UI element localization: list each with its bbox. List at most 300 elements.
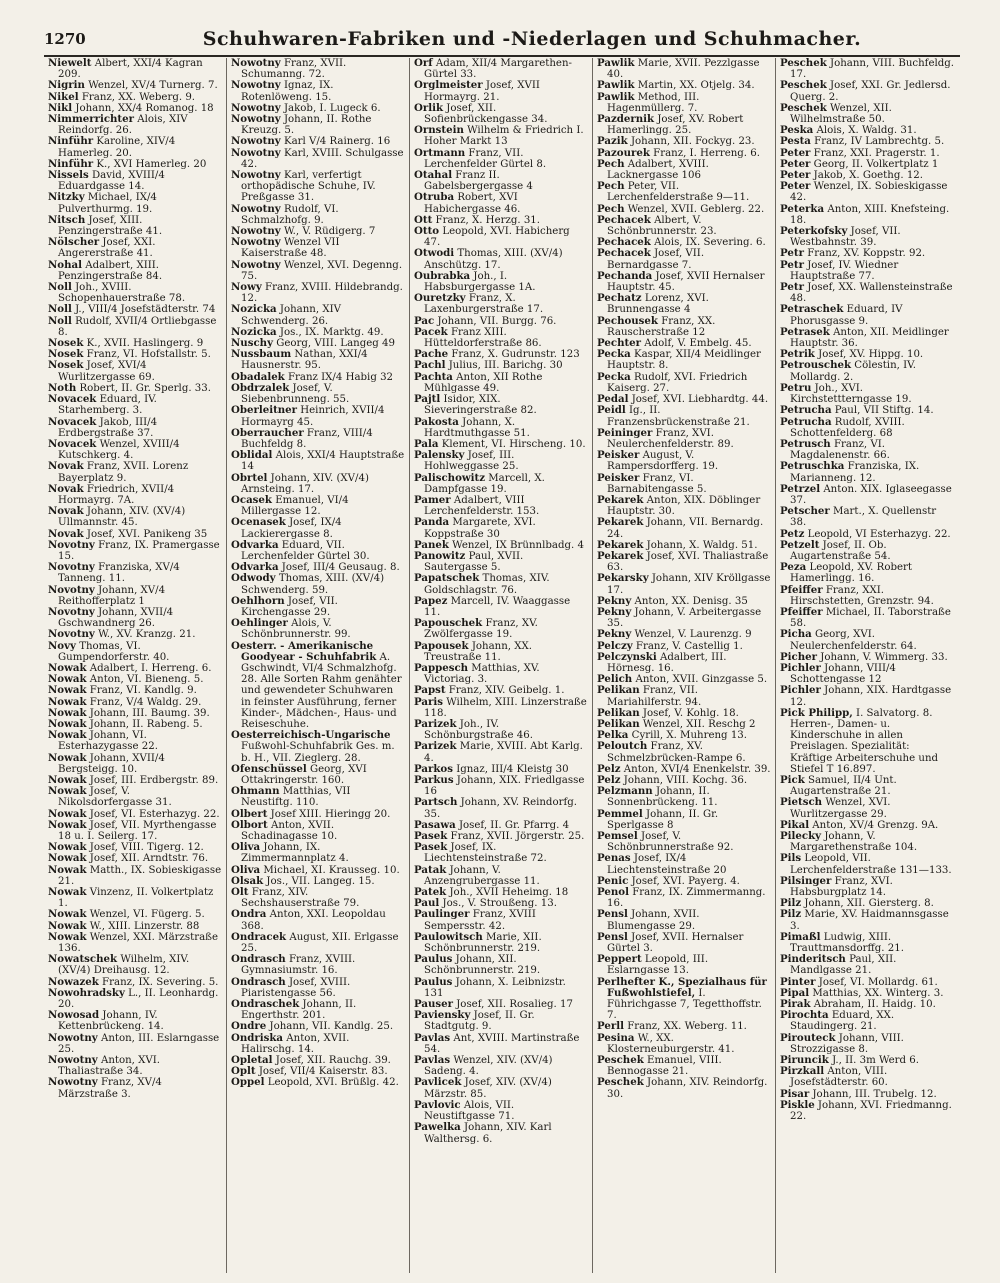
entry-name: Pelzmann xyxy=(597,785,653,798)
entry-details: Josef, IV. Wiedner Hauptstraße 77. xyxy=(790,259,899,282)
entry-details: Marie, XV. Haidmannsgasse 3. xyxy=(790,909,949,932)
directory-entry xyxy=(780,932,955,954)
entry-details: Anton, VIII. Josefstädterstr. 60. xyxy=(790,1066,888,1089)
entry-details: Jos., V. Stroußeng. 13. xyxy=(439,898,557,910)
entry-details: Johann, XIX. Friedlgasse 16 xyxy=(424,775,585,798)
entry-name: Noll xyxy=(48,281,72,294)
entry-details: Matth., IX. Sobieskigasse 21. xyxy=(58,864,222,887)
entry-details: Leopold, VI Esterhazyg. 22. xyxy=(804,528,951,540)
entry-details: Franz, XVIII. Hildebrandg. 12. xyxy=(241,282,403,305)
directory-entry xyxy=(597,607,771,629)
entry-name: Parkos xyxy=(414,762,453,775)
entry-name: Pachl xyxy=(414,359,446,372)
entry-details: Josef, XVIII. Piaristengasse 56. xyxy=(241,976,351,999)
directory-entry xyxy=(231,1055,405,1066)
directory-entry xyxy=(414,293,588,315)
directory-entry xyxy=(780,181,955,203)
entry-name: Pekny xyxy=(597,594,632,607)
directory-entry xyxy=(597,685,771,707)
directory-entry xyxy=(780,383,955,405)
entry-details: Johann, X. Hardtmuthgasse 51. xyxy=(424,416,530,439)
directory-entry xyxy=(414,865,588,887)
directory-entry xyxy=(48,607,222,629)
directory-entry xyxy=(414,618,588,640)
directory-entry xyxy=(780,327,955,349)
entry-details: Johann, XV/4 Reithofferplatz 1 xyxy=(58,584,166,607)
entry-name: Ocasek xyxy=(231,493,272,506)
directory-entry xyxy=(780,417,955,439)
directory-entry xyxy=(48,484,222,506)
directory-entry xyxy=(597,1055,771,1077)
directory-entry xyxy=(597,293,771,315)
entry-name: Nowotny xyxy=(48,1031,98,1044)
entry-name: Nikl xyxy=(48,101,73,114)
entry-name: Ondra xyxy=(231,908,267,921)
directory-entry xyxy=(231,282,405,304)
entry-name: Peterka xyxy=(780,202,825,215)
entry-name: Nozicka xyxy=(231,303,277,316)
directory-entry xyxy=(48,820,222,842)
directory-entry xyxy=(414,1055,588,1077)
entry-details: Josef XIII. Hieringg 20. xyxy=(267,808,391,820)
entry-name: Pemsel xyxy=(597,830,638,843)
entry-name: Parkus xyxy=(414,774,454,786)
entry-name: Pils xyxy=(780,852,802,865)
entry-details: Josef, XVI/4 Wurlitzergasse 69. xyxy=(58,360,155,383)
directory-entry xyxy=(231,260,405,282)
directory-entry xyxy=(597,215,771,237)
directory-entry xyxy=(231,820,405,842)
entry-details: Johann, XVII. Blumengasse 29. xyxy=(607,909,700,932)
directory-entry xyxy=(414,663,588,685)
entry-name: Petru xyxy=(780,381,812,394)
directory-entry xyxy=(780,1100,955,1122)
entry-details: Joh., XVIII. Schopenhauerstraße 78. xyxy=(58,282,186,305)
directory-entry xyxy=(231,58,405,80)
entry-details: Josef, IX/4 Lackierergasse 8. xyxy=(241,517,342,540)
entry-details: W., XX. Klosterneuburgerstr. 41. xyxy=(607,1032,735,1055)
entry-name: Pelikan xyxy=(597,706,640,719)
entry-name: Parizek xyxy=(414,717,457,730)
directory-entry xyxy=(780,876,955,898)
entry-name: Peterkofsky xyxy=(780,225,848,238)
entry-name: Pechacek xyxy=(597,247,651,260)
entry-details: Alois, V. Schönbrunnerstr. 99. xyxy=(241,618,351,641)
entry-name: Peppert xyxy=(597,953,642,966)
directory-entry xyxy=(48,114,222,136)
entry-name: Peininger xyxy=(597,426,653,439)
entry-details: Johann, XII. Giersterg. 8. xyxy=(801,898,934,910)
directory-entry xyxy=(597,114,771,136)
entry-name: Pawelka xyxy=(414,1121,461,1134)
entry-name: Odvarka xyxy=(231,538,279,551)
entry-name: Pech xyxy=(597,180,625,193)
entry-name: Pazik xyxy=(597,135,628,148)
directory-entry xyxy=(414,215,588,226)
directory-entry xyxy=(780,831,955,853)
entry-details: Josef, II. Gr. Stadtgutg. 9. xyxy=(424,1010,535,1033)
entry-name: Paulinger xyxy=(414,908,470,921)
entry-name: Otto xyxy=(414,225,440,238)
entry-name: Nowak xyxy=(48,886,87,899)
entry-details: Anton, XVII. Ginzgasse 5. xyxy=(632,674,768,686)
entry-details: Josef, VII/4 Kaiserstr. 83. xyxy=(255,1066,388,1078)
entry-details: Johann, XIV Schwenderg. 26. xyxy=(241,304,341,327)
entry-name: Noll xyxy=(48,303,72,316)
directory-entry xyxy=(414,148,588,170)
entry-name: Piruncik xyxy=(780,1054,829,1067)
entry-details: K., XVII. Haslingerg. 9 xyxy=(83,338,204,350)
directory-column xyxy=(593,58,776,1273)
entry-name: Otwodi xyxy=(414,247,455,260)
entry-name: Ofenschüssel xyxy=(231,762,307,775)
entry-details: Franz, IX. Severing. 5. xyxy=(98,976,219,988)
entry-name: Paul xyxy=(414,897,440,910)
entry-details: Josef, XII. Rosalieg. 17 xyxy=(452,999,573,1011)
entry-name: Nowak xyxy=(48,729,87,742)
directory-entry xyxy=(48,887,222,909)
entry-name: Pekarek xyxy=(597,493,644,506)
entry-name: Pilz xyxy=(780,908,802,921)
entry-name: Pachta xyxy=(414,370,453,383)
entry-name: Pinderitsch xyxy=(780,953,846,966)
entry-details: Josef, XXI. Angererstraße 41. xyxy=(58,237,156,260)
entry-name: Pazourek xyxy=(597,146,650,159)
entry-name: Novotny xyxy=(48,538,95,551)
directory-entry xyxy=(597,495,771,517)
entry-name: Nowotny xyxy=(231,146,281,159)
entry-details: August, XII. Erlgasse 25. xyxy=(241,931,399,955)
entry-details: Marie, XVIII. Abt Karlg. 4. xyxy=(424,741,583,764)
directory-entry xyxy=(780,663,955,685)
directory-entry xyxy=(231,764,405,786)
entry-name: Novak xyxy=(48,505,84,518)
directory-entry xyxy=(414,719,588,741)
directory-column xyxy=(227,58,410,1273)
directory-entry xyxy=(48,540,222,562)
entry-name: Picher xyxy=(780,650,817,663)
entry-name: Partsch xyxy=(414,796,458,809)
entry-details: Leopold, XVI. Brüßlg. 42. xyxy=(264,1077,399,1089)
entry-name: Orlik xyxy=(414,101,444,114)
entry-name: Peisker xyxy=(597,471,640,484)
entry-details: Wilhelm, XIV. (XV/4) Dreihausg. 12. xyxy=(58,954,190,977)
entry-details: Thomas, VI. Gumpendorferstr. 40. xyxy=(58,640,170,663)
directory-entry xyxy=(231,450,405,472)
entry-name: Nowak xyxy=(48,661,87,674)
entry-details: Joh., XVII Heheimg. 18 xyxy=(446,887,569,899)
entry-details: Wenzel, XVIII/4 Kutschkerg. 4. xyxy=(58,438,180,462)
directory-entry xyxy=(48,506,222,528)
entry-name: Pekarek xyxy=(597,549,644,562)
entry-name: Pekny xyxy=(597,628,632,641)
entry-details: Franz, VI. Hofstallstr. 5. xyxy=(83,349,211,361)
entry-name: Oberraucher xyxy=(231,426,304,439)
entry-name: Nowak xyxy=(48,818,87,831)
directory-entry xyxy=(414,495,588,517)
entry-details: Adolf, V. Embelg. 45. xyxy=(641,338,752,350)
entry-details: Johann, XII. Schönbrunnerstr. 219. xyxy=(424,954,541,977)
entry-details: Wenzel, VI. Fügerg. 5. xyxy=(86,909,205,921)
entry-details: Josef, XVII. Hernalser Gürtel 3. xyxy=(607,931,744,955)
entry-name: Nosek xyxy=(48,348,84,361)
entry-name: Nissels xyxy=(48,169,89,182)
entry-name: Pelz xyxy=(597,774,621,786)
entry-name: Nowotny xyxy=(231,225,281,238)
entry-details: Josef, XVI. Panikeng 35 xyxy=(83,528,208,540)
entry-name: Pechter xyxy=(597,337,642,350)
entry-name: Niewelt xyxy=(48,58,92,69)
entry-details: Johann, III. Baumg. 39. xyxy=(86,707,210,719)
entry-name: Penol xyxy=(597,886,629,899)
entry-details: Franz, XIV. Geibelg. 1. xyxy=(445,685,565,697)
directory-entry xyxy=(780,562,955,584)
directory-entry xyxy=(597,473,771,495)
entry-name: Pechatz xyxy=(597,292,642,305)
entry-details: Nathan, XXI/4 Hausnerstr. 95. xyxy=(241,349,368,372)
entry-name: Pazdernik xyxy=(597,113,655,126)
entry-details: Anton, XVI/4 Enenkelstr. 39. xyxy=(620,763,771,775)
entry-name: Nowotny xyxy=(231,258,281,271)
entry-details: Leopold, III. Eslarngasse 13. xyxy=(607,954,709,977)
entry-details: Franz, X. Gudrunstr. 123 xyxy=(448,349,580,361)
entry-details: Johann, VI. Esterhazygasse 22. xyxy=(58,730,158,753)
entry-details: Joh., IV. Schönburgstraße 46. xyxy=(424,718,533,742)
entry-name: Pelich xyxy=(597,673,633,686)
entry-details: Albert, V. Schönbrunnerstr. 23. xyxy=(607,214,717,238)
entry-name: Pechanda xyxy=(597,269,653,282)
entry-name: Pirak xyxy=(780,998,811,1011)
entry-details: Franz, XX. Weberg. 9. xyxy=(78,91,196,103)
directory-entry xyxy=(780,484,955,506)
entry-details: Anton, XXI. Leopoldau 368. xyxy=(241,909,386,932)
entry-details: Johann, II. Engerthstr. 201. xyxy=(241,999,357,1022)
entry-details: Wenzel, V. Laurenzg. 9 xyxy=(631,629,752,641)
entry-details: W., XIII. Linzerstr. 88 xyxy=(86,920,200,932)
entry-name: Petrasek xyxy=(780,325,830,338)
entry-details: Wenzel, XXI. Märzstraße 136. xyxy=(58,931,218,955)
entry-details: Josef, V. Schönbrunnerstraße 92. xyxy=(607,831,734,854)
entry-details: Alois, VII. Neustiftgasse 71. xyxy=(424,1099,515,1123)
entry-details: Johann, X. Waldg. 51. xyxy=(643,539,758,551)
entry-details: Method, III. Hagenmüllerg. 7. xyxy=(607,91,700,114)
entry-name: Peschek xyxy=(780,58,827,69)
directory-entry xyxy=(231,473,405,495)
entry-details: Franz, I. Herreng. 6. xyxy=(649,147,761,159)
entry-name: Nowosad xyxy=(48,1009,100,1022)
directory-entry xyxy=(780,103,955,125)
entry-details: Johann, V. Margarethenstraße 104. xyxy=(790,831,918,854)
entry-name: Pensl xyxy=(597,930,628,943)
directory-entry xyxy=(414,887,588,898)
entry-details: Josef, V. Kohlg. 18. xyxy=(639,707,739,719)
directory-entry xyxy=(780,226,955,248)
entry-name: Obdrzalek xyxy=(231,381,290,394)
entry-details: Franz, VII. Mariahilferstr. 94. xyxy=(607,685,702,708)
entry-details: Vinzenz, II. Volkertplatz 1. xyxy=(58,887,214,910)
directory-entry xyxy=(597,181,771,203)
entry-name: Pacek xyxy=(414,325,448,338)
entry-name: Nowohradsky xyxy=(48,986,125,999)
entry-name: Pirochta xyxy=(780,1009,829,1022)
entry-name: Nowak xyxy=(48,706,87,719)
directory-entry xyxy=(48,92,222,103)
entry-details: Georg, XVI Ottakringerstr. 160. xyxy=(241,763,367,786)
entry-details: Johann, II. Gr. Sperlgasse 8 xyxy=(607,808,719,831)
entry-details: Franz, V. Castellig 1. xyxy=(632,640,743,652)
entry-details: Paul, VII Stiftg. 14. xyxy=(831,405,934,417)
entry-details: Anton, XII. Meidlinger Hauptstr. 36. xyxy=(790,326,949,350)
directory-entry xyxy=(780,898,955,909)
entry-name: Papousek xyxy=(414,639,469,652)
entry-details: Johann, XVII/4 Bergsteigg. 10. xyxy=(58,752,165,775)
entry-name: Panda xyxy=(414,516,450,529)
entry-name: Pelikan xyxy=(597,684,640,697)
entry-name: Oliva xyxy=(231,841,261,854)
entry-name: Novotny xyxy=(48,628,95,641)
directory-entry xyxy=(597,909,771,931)
entry-details: Johann, XIV. Reindorfg. 30. xyxy=(607,1077,768,1100)
entry-details: Cölestin, IV. Mollardg. 2. xyxy=(790,360,916,383)
directory-entry xyxy=(414,248,588,270)
entry-details: Franz, VI. Kandlg. 9. xyxy=(86,685,197,697)
entry-details: Georg, XVI. Neulerchenfelderstr. 64. xyxy=(790,629,917,652)
directory-entry xyxy=(231,304,405,326)
entry-name: Ondraschek xyxy=(231,998,300,1011)
entry-name: Nowotny xyxy=(231,113,281,126)
entry-name: Pasek xyxy=(414,841,448,854)
entry-details: Josef, XVI. Liebhardtg. 44. xyxy=(628,394,769,406)
directory-entry xyxy=(231,80,405,102)
entry-details: Franz XIII. Hütteldorferstraße 86. xyxy=(424,326,542,350)
entry-name: Opletal xyxy=(231,1054,273,1067)
directory-entry xyxy=(597,977,771,1022)
entry-details: Michael, IX/4 Pulverthurmg. 19. xyxy=(58,192,157,215)
entry-name: Pemmel xyxy=(597,807,643,820)
directory-entry xyxy=(231,876,405,887)
entry-name: Pimaßl xyxy=(780,930,821,943)
directory-entry xyxy=(414,596,588,618)
entry-name: Pilz xyxy=(780,897,802,910)
entry-details: Rudolf, XVII/4 Ortliebgasse 8. xyxy=(58,315,217,338)
entry-details: Anton, XX. Denisg. 35 xyxy=(631,595,748,607)
entry-name: Nowotny xyxy=(231,79,281,92)
entry-details: Leopold, VII. Lerchenfelderstraße 131—133. xyxy=(790,853,952,876)
entry-name: Novak xyxy=(48,460,84,473)
directory-entry xyxy=(780,248,955,259)
directory-entry xyxy=(414,417,588,439)
directory-entry xyxy=(48,360,222,382)
entry-name: Petr xyxy=(780,258,804,271)
directory-entry xyxy=(597,92,771,114)
directory-entry xyxy=(231,148,405,170)
entry-details: Franz, XV. Schmelzbrücken-Rampe 6. xyxy=(607,741,746,764)
entry-details: Franz, XX. Rauscherstraße 12 xyxy=(607,315,716,338)
entry-details: Franz, XXI. Hirschstetten, Grenzstr. 94. xyxy=(790,584,934,607)
entry-name: Papez xyxy=(414,594,448,607)
entry-details: Johann, VIII. Kochg. 36. xyxy=(620,775,748,786)
header-rule xyxy=(44,55,960,57)
entry-details: Matthias, XX. Winterg. 3. xyxy=(809,987,944,999)
entry-details: Alois, XXI/4 Hauptstraße 14 xyxy=(241,450,405,473)
entry-name: Petscher xyxy=(780,505,830,518)
entry-name: Ondre xyxy=(231,1020,267,1033)
entry-details: Josef, XIV. (XV/4) Märzstr. 85. xyxy=(424,1077,552,1100)
entry-name: Pesta xyxy=(780,135,811,148)
entry-details: Anton, XVI. Thaliastraße 34. xyxy=(58,1055,161,1078)
entry-details: Johann, V. Arbeitergasse 35. xyxy=(607,606,762,630)
directory-entry xyxy=(780,629,955,651)
entry-details: Peter, VII. Lerchenfelderstraße 9—11. xyxy=(607,181,750,204)
entry-name: Pawlik xyxy=(597,58,635,69)
entry-name: Ninführ xyxy=(48,157,94,170)
directory-entry xyxy=(231,170,405,204)
entry-details: Franz, IX. Zimmermanng. 16. xyxy=(607,887,766,910)
entry-name: Petrouschek xyxy=(780,359,852,372)
entry-details: Fußwohl-Schuhfabrik Ges. m. b. H., VII. Zieglerg. 28. xyxy=(241,741,395,764)
entry-name: Pechousek xyxy=(597,314,658,327)
entry-details: Johann, II. Sonnenbrückeng. 11. xyxy=(607,786,718,809)
entry-name: Pala xyxy=(414,437,439,450)
entry-name: Nowak xyxy=(48,774,87,786)
entry-details: Karl, XVIII. Schulgasse 42. xyxy=(241,147,404,170)
entry-name: Novak xyxy=(48,527,84,540)
directory-entry xyxy=(48,988,222,1010)
entry-details: Franz, IV Lambrechtg. 5. xyxy=(810,136,945,148)
entry-details: Josef, II. Ob. Augartenstraße 54. xyxy=(790,539,891,562)
entry-name: Novacek xyxy=(48,415,97,428)
entry-name: Novak xyxy=(48,482,84,495)
entry-details: Johann, III. Trubelg. 12. xyxy=(809,1088,937,1100)
directory-entry xyxy=(231,383,405,405)
entry-details: Paul, XII. Mandlgasse 21. xyxy=(790,954,897,977)
entry-details: Leopold, XV. Robert Hamerlingg. 16. xyxy=(790,562,912,585)
entry-name: Nowak xyxy=(48,673,87,686)
directory-entry xyxy=(597,517,771,539)
directory-entry xyxy=(597,887,771,909)
entry-name: Oesterreichisch-Ungarische xyxy=(231,729,391,742)
entry-name: Papst xyxy=(414,684,446,697)
entry-details: Margarete, XVI. Koppstraße 30 xyxy=(424,517,536,540)
directory-entry xyxy=(48,260,222,282)
entry-name: Nowak xyxy=(48,919,87,932)
entry-name: Nölscher xyxy=(48,236,100,249)
entry-name: Peidl xyxy=(597,404,626,417)
entry-name: Patek xyxy=(414,886,447,899)
entry-details: Johann, VIII. Strozzigasse 8. xyxy=(790,1032,904,1055)
directory-entry xyxy=(780,954,955,976)
directory-entry xyxy=(414,450,588,472)
entry-name: Novacek xyxy=(48,437,97,450)
entry-details: Johann, IX. Zimmermannplatz 4. xyxy=(241,842,349,865)
entry-name: Pirouteck xyxy=(780,1031,836,1044)
entry-details: Adalbert, III. Hörnesg. 16. xyxy=(607,651,727,674)
entry-details: Karl, verfertigt orthopädische Schuhe, IV. Preßgasse 31. xyxy=(241,170,376,204)
entry-name: Ohmann xyxy=(231,785,280,798)
entry-name: Picha xyxy=(780,628,812,641)
entry-details: Anton, XIX. Döblinger Hauptstr. 30. xyxy=(607,494,761,518)
entry-details: Josef, V. Nikolsdorfergasse 31. xyxy=(58,786,172,809)
entry-details: Franz, XVI. Habsburgplatz 14. xyxy=(790,875,893,899)
entry-details: Josef, XVII Hormayrg. 21. xyxy=(424,80,540,103)
entry-details: Josef, III. Erdbergstr. 89. xyxy=(86,775,219,786)
directory-entry xyxy=(48,192,222,214)
directory-entry xyxy=(780,80,955,102)
entry-details: Anton, XV/4 Grenzg. 9A. xyxy=(809,819,939,831)
entry-details: Franz, XIV. Sechshauserstraße 79. xyxy=(241,887,360,910)
entry-name: Pavlovic xyxy=(414,1098,461,1111)
directory-entry xyxy=(414,125,588,147)
